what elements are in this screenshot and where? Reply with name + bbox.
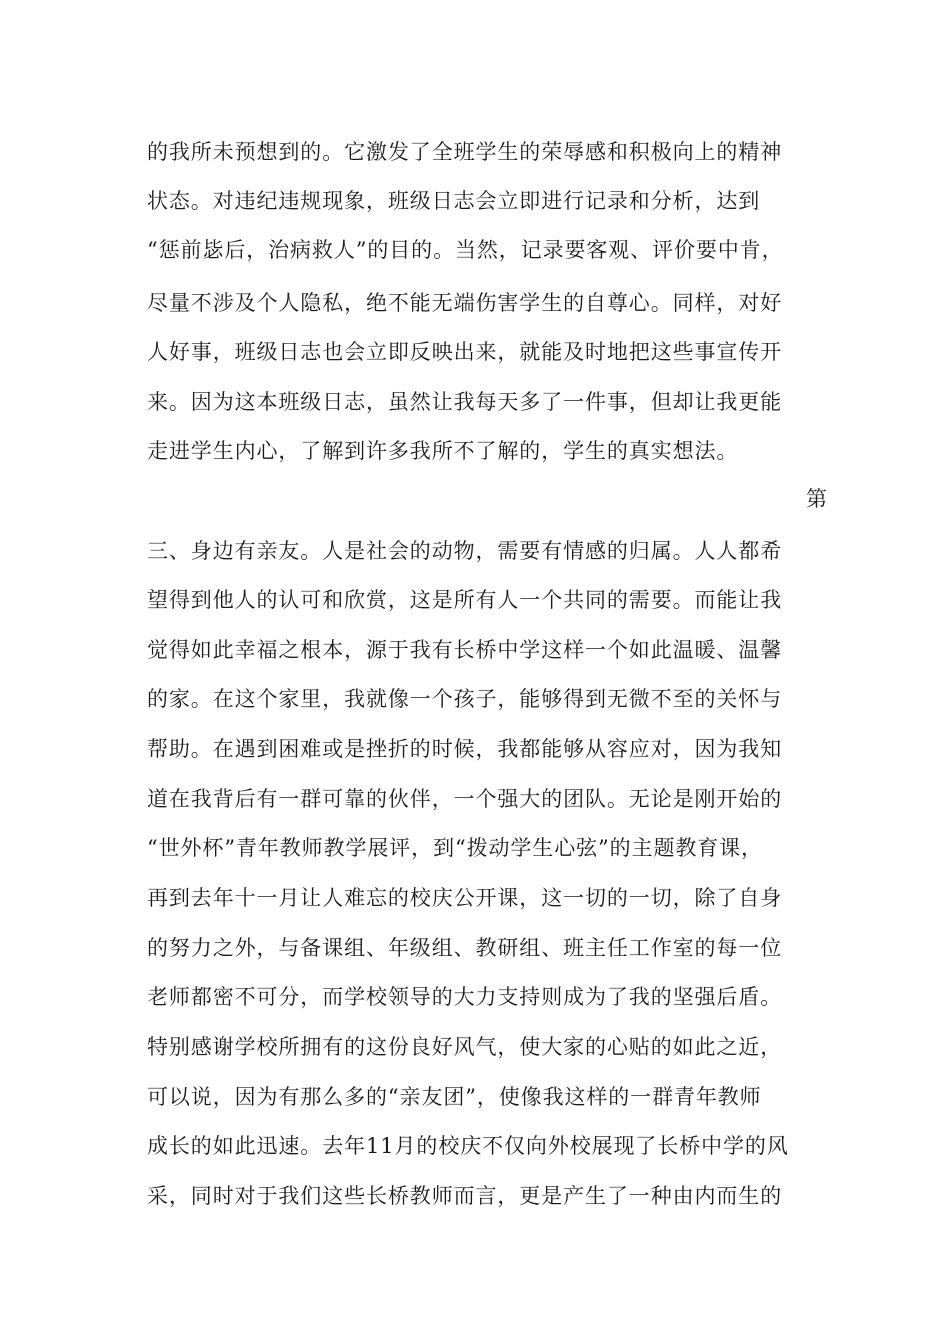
text-line: 的家。在这个家里，我就像一个孩子，能够得到无微不至的关怀与 <box>147 687 783 711</box>
text-line: 成长的如此迅速。去年11月的校庆不仅向外校展现了长桥中学的风 <box>147 1134 789 1158</box>
text-line: 帮助。在遇到困难或是挫折的时候，我都能够从容应对，因为我知 <box>147 737 783 761</box>
text-line: 来。因为这本班级日志，虽然让我每天多了一件事，但却让我更能 <box>147 390 783 414</box>
text-line: 望得到他人的认可和欣赏，这是所有人一个共同的需要。而能让我 <box>147 588 783 612</box>
text-line: 觉得如此幸福之根本，源于我有长桥中学这样一个如此温暖、温馨 <box>147 638 783 662</box>
text-line: “惩前毖后，治病救人”的目的。当然，记录要客观、评价要中肯， <box>147 238 784 262</box>
text-line: 三、身边有亲友。人是社会的动物，需要有情感的归属。人人都希 <box>147 539 783 563</box>
text-line: 尽量不涉及个人隐私，绝不能无端伤害学生的自尊心。同样，对好 <box>147 291 783 315</box>
text-line: 采，同时对于我们这些长桥教师而言，更是产生了一种由内而生的 <box>147 1184 783 1208</box>
text-line: 特别感谢学校所拥有的这份良好风气，使大家的心贴的如此之近， <box>147 1035 783 1059</box>
text-line: 状态。对违纪违规现象，班级日志会立即进行记录和分析，达到 <box>147 189 761 213</box>
text-line: 再到去年十一月让人难忘的校庆公开课，这一切的一切，除了自身 <box>147 886 783 910</box>
text-line: 老师都密不可分，而学校领导的大力支持则成为了我的坚强后盾。 <box>147 985 783 1009</box>
text-line: 可以说，因为有那么多的“亲友团”，使像我这样的一群青年教师 <box>147 1085 762 1109</box>
text-line: “世外杯”青年教师教学展评，到“拨动学生心弦”的主题教育课， <box>147 836 763 860</box>
text-line: 道在我背后有一群可靠的伙伴，一个强大的团队。无论是刚开始的 <box>147 787 783 811</box>
text-line: 人好事，班级日志也会立即反映出来，就能及时地把这些事宣传开 <box>147 340 783 364</box>
text-line: 的努力之外，与备课组、年级组、教研组、班主任工作室的每一位 <box>147 936 783 960</box>
text-line: 的我所未预想到的。它激发了全班学生的荣辱感和积极向上的精神 <box>147 140 783 164</box>
margin-mark: 第 <box>806 487 827 511</box>
text-line: 走进学生内心，了解到许多我所不了解的，学生的真实想法。 <box>147 439 739 463</box>
